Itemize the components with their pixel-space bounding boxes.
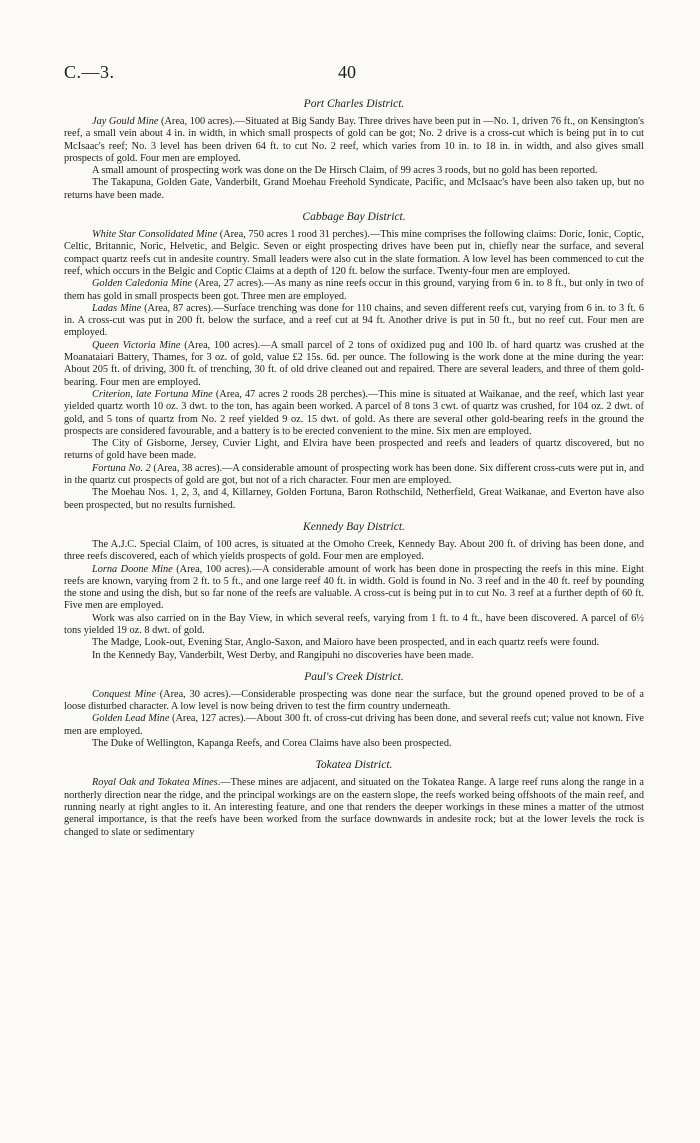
district-heading: Paul's Creek District. [304, 670, 404, 683]
paragraph [64, 165, 644, 177]
paragraph-text: (Area, 87 acres).—Surface trenching was done for 110 chains, and seven different reefs cut, varying from 6 in. to 3 ft. 6 in. A cross-cut was put in 200 ft. below the surface, and a reef cut at 94 ft. Another drive is put in 50 ft., but no reef cut. Four men are employed. [64, 302, 644, 339]
paragraph [64, 713, 644, 738]
paragraph [64, 303, 644, 340]
mine-name: Golden Caledonia Mine [92, 278, 193, 290]
paragraph-text: The Madge, Look-out, Evening Star, Anglo-Saxon, and Maioro have been prospected, and in each quartz reefs were found. [92, 637, 600, 649]
page-header [64, 0, 644, 98]
paragraph [64, 777, 644, 838]
paragraph [64, 278, 644, 303]
district-heading: Cabbage Bay District. [302, 211, 406, 224]
paragraph [64, 340, 644, 389]
mine-name: White Star Consolidated Mine [92, 229, 218, 241]
document-reference: C.—3. [64, 62, 115, 82]
paragraph-text: (Area, 47 acres 2 roods 28 perches).—This mine is situated at Waikanae, and the reef, which last year yielded quartz worth 10 oz. 3 dwt. to the ton, has again been worked. A parcel of 8 tons 3 cwt. of quartz was crushed, for 104 oz. 2 dwt. of gold, and 5 tons of quartz from No. 2 reef yielded 9 oz. 15 dwt. of gold. As there are several other gold-bearing reefs in the ground the prospects are considered favourable, and a battery is to be erected convenient to the mine. Six men are employed. [64, 388, 644, 437]
document-body [64, 98, 644, 839]
paragraph-text: The Takapuna, Golden Gate, Vanderbilt, Grand Moehau Freehold Syndicate, Pacific, and McIsaac's have been also taken up, but no returns have been made. [64, 177, 644, 201]
district-heading: Tokatea District. [315, 759, 393, 772]
paragraph [64, 229, 644, 278]
paragraph [64, 564, 644, 613]
paragraph [64, 650, 644, 662]
paragraph-text: (Area, 100 acres).—A considerable amount of work has been done in prospecting the reefs in this mine. Eight reefs are known, varying from 2 ft. to 5 ft., and one large reef 40 ft. in width. Gold is found in No. 3 reef and in the 40 ft. reef by pounding the stone and using the dish, but so far none of the reefs are valuable. A cross-cut is being put in to cut No. 3 reef at a further depth of 60 ft. Five men are employed. [64, 563, 644, 612]
paragraph-text: (Area, 100 acres).—Situated at Big Sandy Bay. Three drives have been put in —No. 1, driven 76 ft., on Kensington's reef, a small vein about 4 in. in width, in which small prospects of gold can be got; No. 2 drive is a cross-cut which is being put in to cut McIsaac's reef; No. 3 level has been driven 64 ft. to cut No. 2 reef, which varies from 10 in. to 18 in. in width, and also gives small prospects of gold. Four men are employed. [64, 116, 644, 164]
paragraph [64, 738, 644, 750]
paragraph-text: The Moehau Nos. 1, 2, 3, and 4, Killarney, Golden Fortuna, Baron Rothschild, Netherfield, Great Waikanae, and Everton have also been prospected, but no results furnished. [64, 487, 644, 511]
paragraph-text: (Area, 100 acres).—A small parcel of 2 tons of oxidized pug and 100 lb. of hard quartz was crushed at the Moanataiari Battery, Thames, for 3 oz. of gold, value £2 15s. 6d. per ounce. The following is the work done at the mine during the year: About 205 ft. of driving, 300 ft. of trenching, 30 ft. of old drive cleaned out and repaired. There are several leaders, and three of them gold-bearing. Four men are employed. [64, 339, 644, 388]
paragraph [64, 116, 644, 165]
mine-name: Criterion, late Fortuna Mine [92, 388, 213, 400]
paragraph [64, 689, 644, 714]
paragraph-text: (Area, 30 acres).—Considerable prospecting was done near the surface, but the ground opened proved to be of a loose disturbed character. A low level is now being driven to test the firm country underneath. [64, 688, 644, 713]
paragraph [64, 463, 644, 488]
mine-name: Queen Victoria Mine [92, 339, 181, 351]
mine-name: Jay Gould Mine [92, 116, 159, 127]
paragraph-text: (Area, 38 acres).—A considerable amount of prospecting work has been done. Six different cross-cuts were put in, and in the quartz cut prospects of gold are got, but not of a rich character. Four men are employed. [64, 462, 645, 487]
paragraph-text: (Area, 750 acres 1 rood 31 perches).—This mine comprises the following claims: Doric, Ionic, Coptic, Celtic, Britannic, Noric, Helvetic, and Belgic. Seven or eight prospecting drives have been put in, chiefly near the surface, and several compact quartz reefs cut in andesite country. Small leaders were also cut in the slate formation. A low level has been commenced to cut the reef, which occurs in the Belgic and Coptic Claims at a depth of 120 ft. below the surface. Twenty-four men are employed. [64, 229, 644, 277]
paragraph-text: Work was also carried on in the Bay View, in which several reefs, varying from 1 ft. to 4 ft., have been discovered. A parcel of 6½ tons yielded 19 oz. 8 dwt. of gold. [64, 612, 644, 636]
paragraph-text: .—These mines are adjacent, and situated on the Tokatea Range. A large reef runs along the range in a northerly direction near the ridge, and the principal workings are on the eastern slope, the reefs worked being offshoots of the main reef, and running nearly at right angles to it. An interesting feature, and one that renders the deeper workings in these mines a matter of the utmost general importance, is that the reefs have been worked from the surface downwards in andesite rock; but at the lower levels the rock is changed to slate or sedimentary [64, 777, 645, 838]
paragraph-text: (Area, 127 acres).—About 300 ft. of cross-cut driving has been done, and several reefs cut; value not known. Five men are employed. [64, 713, 644, 737]
paragraph [64, 637, 644, 649]
district-heading: Port Charles District. [303, 98, 405, 110]
mine-name: Conquest Mine [92, 688, 156, 700]
paragraph-text: The A.J.C. Special Claim, of 100 acres, is situated at the Omoho Creek, Kennedy Bay. About 200 ft. of driving has been done, and three reefs discovered, each of which yields prospects of gold. Four men are employed. [64, 538, 644, 563]
paragraph [64, 389, 644, 438]
mine-name: Golden Lead Mine [92, 713, 170, 725]
paragraph [64, 177, 644, 202]
mine-name: Lorna Doone Mine [92, 563, 173, 575]
paragraph [64, 438, 644, 463]
paragraph-text: The Duke of Wellington, Kapanga Reefs, and Corea Claims have also been prospected. [92, 738, 452, 750]
paragraph-text: A small amount of prospecting work was done on the De Hirsch Claim, of 99 acres 3 roods, but no gold has been reported. [92, 165, 598, 177]
paragraph [64, 539, 644, 564]
mine-name: Fortuna No. 2 [92, 462, 151, 474]
paragraph-text: The City of Gisborne, Jersey, Cuvier Light, and Elvira have been prospected and reefs and leaders of quartz discovered, but no returns of gold have been made. [64, 438, 644, 462]
paragraph [64, 487, 644, 512]
paragraph-text: In the Kennedy Bay, Vanderbilt, West Derby, and Rangipuhi no discoveries have been made. [92, 649, 474, 661]
mine-name: Ladas Mine [92, 302, 142, 314]
district-heading: Kennedy Bay District. [303, 520, 405, 533]
mine-name: Royal Oak and Tokatea Mines [92, 777, 218, 789]
paragraph [64, 613, 644, 638]
paragraph-text: (Area, 27 acres).—As many as nine reefs occur in this ground, varying from 6 in. to 8 ft., but only in two of them has gold in small prospects been got. Three men are employed. [64, 278, 644, 302]
page-number: 40 [338, 62, 356, 82]
